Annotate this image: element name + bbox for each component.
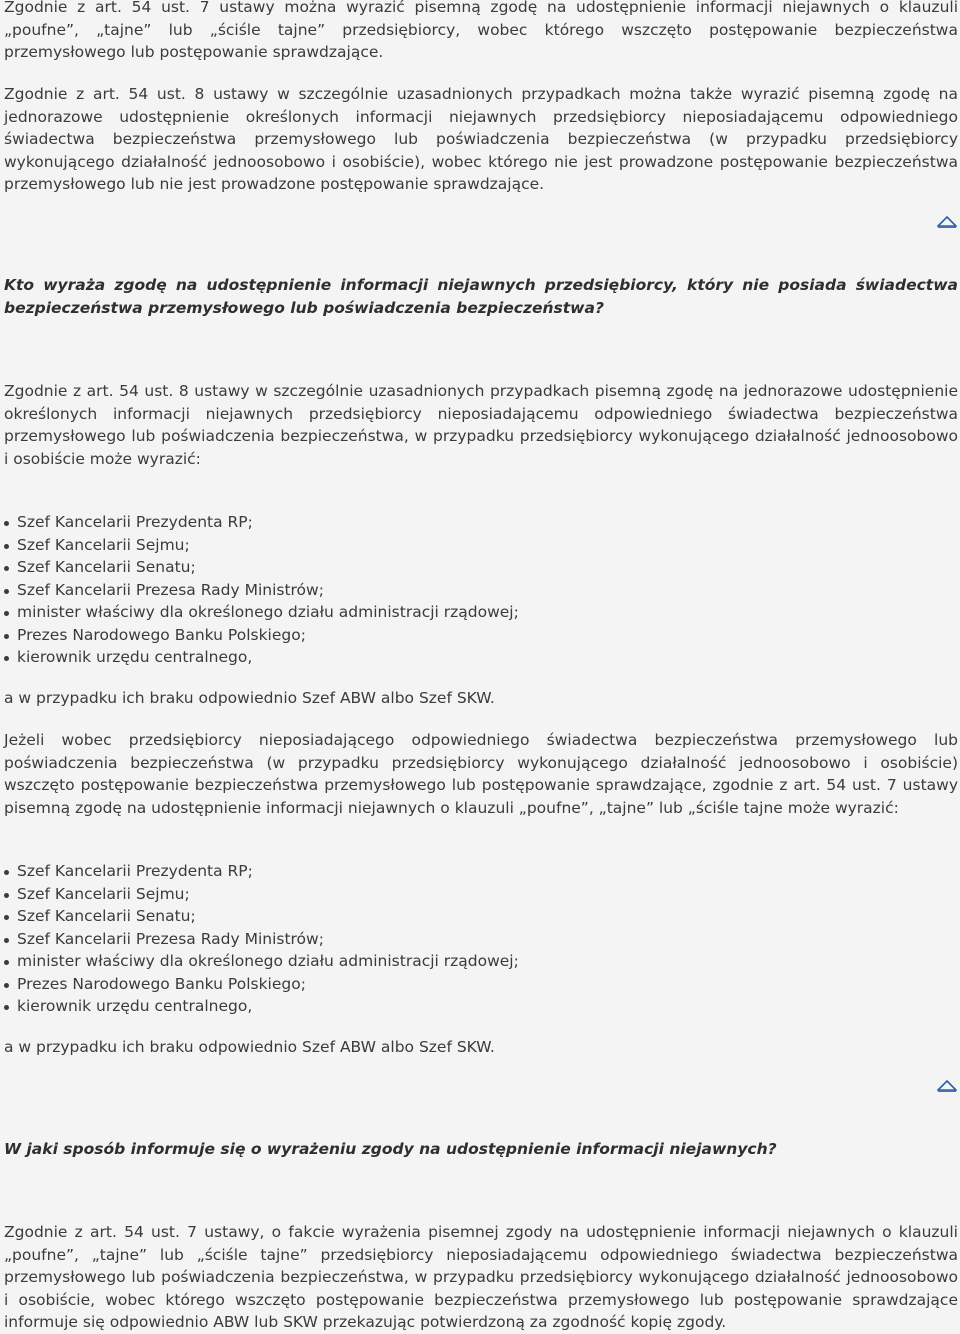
back-to-top-icon[interactable]	[937, 1080, 957, 1092]
bullet-icon	[4, 656, 9, 661]
paragraph-art54-ust7: Zgodnie z art. 54 ust. 7 ustawy można wyrazić pisemną zgodę na udostępnienie informacji niejawnych o klauzuli „poufne”, „tajne” lub „ściśle tajne” przedsiębiorcy, wobec którego wszczęto postępowanie bezpieczeństwa przemysłowego lub postępowanie sprawdzające.	[4, 0, 958, 61]
list-item: Szef Kancelarii Prezesa Rady Ministrów;	[4, 928, 519, 951]
bullet-icon	[4, 566, 9, 571]
bullet-icon	[4, 544, 9, 549]
back-to-top-icon[interactable]	[937, 216, 957, 228]
question-heading-who-consents: Kto wyraża zgodę na udostępnienie informacji niejawnych przedsiębiorcy, który nie posiada świadectwa bezpieczeństwa przemysłowego lub poświadczenia bezpieczeństwa?	[4, 276, 958, 317]
paragraph-abw-skw-fallback-2: a w przypadku ich braku odpowiednio Szef ABW albo Szef SKW.	[4, 1038, 495, 1056]
list-item: kierownik urzędu centralnego,	[4, 646, 519, 669]
bullet-icon	[4, 634, 9, 639]
paragraph-art54-ust8: Zgodnie z art. 54 ust. 8 ustawy w szczególnie uzasadnionych przypadkach można także wyrazić pisemną zgodę na jednorazowe udostępnienie określonych informacji niejawnych przedsiębiorcy nieposiadającemu odpowiedniego świadectwa bezpieczeństwa przemysłowego lub poświadczenia bezpieczeństwa (w przypadku przedsiębiorcy wykonującego działalność jednoosobowo i osobiście), wobec którego nie jest prowadzone postępowanie bezpieczeństwa przemysłowego lub nie jest prowadzone postępowanie sprawdzające.	[4, 85, 958, 193]
authorities-list-1	[4, 511, 519, 669]
bullet-icon	[4, 983, 9, 988]
bullet-icon	[4, 915, 9, 920]
list-item: Szef Kancelarii Senatu;	[4, 556, 519, 579]
paragraph-abw-skw-fallback: a w przypadku ich braku odpowiednio Szef ABW albo Szef SKW.	[4, 689, 495, 707]
bullet-icon	[4, 870, 9, 875]
bullet-icon	[4, 589, 9, 594]
list-item: Szef Kancelarii Sejmu;	[4, 883, 519, 906]
bullet-icon	[4, 611, 9, 616]
paragraph-consent-authorities: Zgodnie z art. 54 ust. 8 ustawy w szczególnie uzasadnionych przypadkach pisemną zgodę na jednorazowe udostępnienie określonych informacji niejawnych przedsiębiorcy nieposiadającemu odpowiedniego świadectwa bezpieczeństwa przemysłowego lub poświadczenia bezpieczeństwa, w przypadku przedsiębiorcy wykonującego działalność jednoosobowo i osobiście może wyrazić:	[4, 382, 958, 468]
list-item: Szef Kancelarii Senatu;	[4, 905, 519, 928]
bullet-icon	[4, 960, 9, 965]
bullet-icon	[4, 1005, 9, 1010]
list-item: minister właściwy dla określonego działu administracji rządowej;	[4, 950, 519, 973]
bullet-icon	[4, 938, 9, 943]
list-item: kierownik urzędu centralnego,	[4, 995, 519, 1018]
paragraph-inform-abw-skw: Zgodnie z art. 54 ust. 7 ustawy, o fakcie wyrażenia pisemnej zgody na udostępnienie informacji niejawnych o klauzuli „poufne”, „tajne” lub „ściśle tajne” przedsiębiorcy nieposiadającemu odpowiedniego świadectwa bezpieczeństwa przemysłowego lub poświadczenia bezpieczeństwa, w przypadku przedsiębiorcy wykonującego działalność jednoosobowo i osobiście, wobec którego wszczęto postępowanie bezpieczeństwa przemysłowego lub postępowanie sprawdzające informuje się odpowiednio ABW lub SKW przekazując potwierdzoną za zgodność kopię zgody.	[4, 1223, 958, 1331]
bullet-icon	[4, 521, 9, 526]
question-heading-how-informed: W jaki sposób informuje się o wyrażeniu zgody na udostępnienie informacji niejawnych?	[4, 1140, 777, 1158]
paragraph-proceedings-started: Jeżeli wobec przedsiębiorcy nieposiadającego odpowiedniego świadectwa bezpieczeństwa przemysłowego lub poświadczenia bezpieczeństwa (w przypadku przedsiębiorcy wykonującego działalność jednoosobowo i osobiście) wszczęto postępowanie bezpieczeństwa przemysłowego lub postępowanie sprawdzające, zgodnie z art. 54 ust. 7 ustawy pisemną zgodę na udostępnienie informacji niejawnych o klauzuli „poufne”, „tajne” lub „ściśle tajne może wyrazić:	[4, 731, 958, 817]
list-item: Szef Kancelarii Sejmu;	[4, 534, 519, 557]
list-item: minister właściwy dla określonego działu administracji rządowej;	[4, 601, 519, 624]
list-item: Szef Kancelarii Prezesa Rady Ministrów;	[4, 579, 519, 602]
list-item: Szef Kancelarii Prezydenta RP;	[4, 860, 519, 883]
list-item: Prezes Narodowego Banku Polskiego;	[4, 624, 519, 647]
authorities-list-2	[4, 860, 519, 1018]
bullet-icon	[4, 893, 9, 898]
list-item: Szef Kancelarii Prezydenta RP;	[4, 511, 519, 534]
list-item: Prezes Narodowego Banku Polskiego;	[4, 973, 519, 996]
